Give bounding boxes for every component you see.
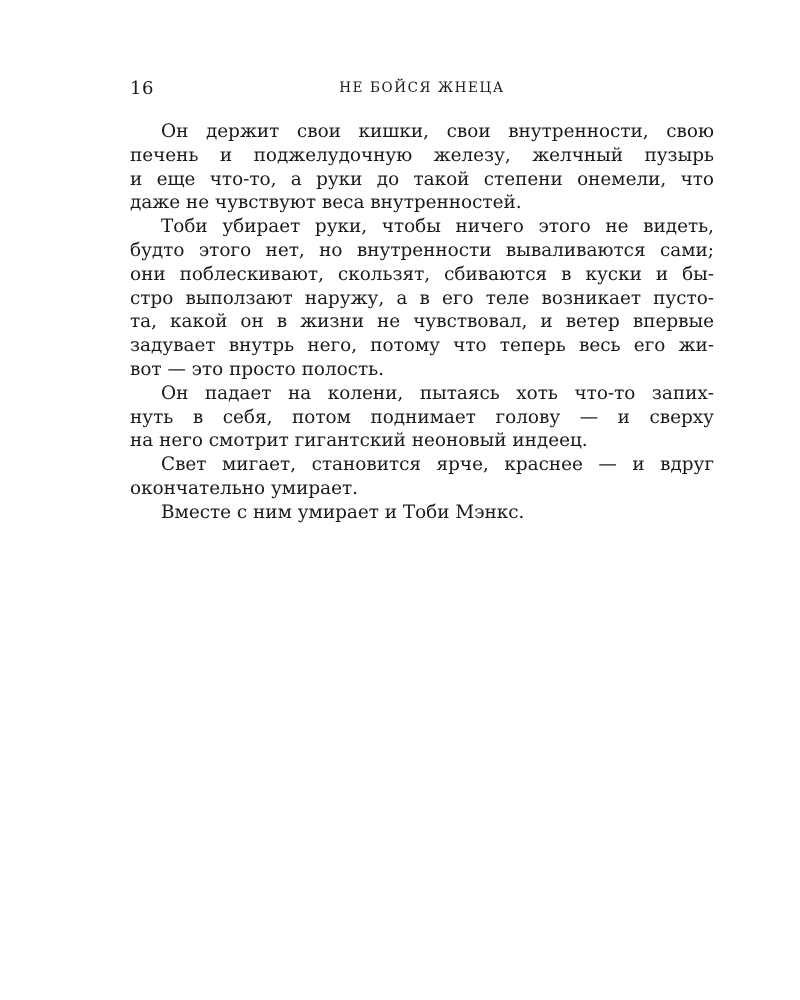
text-line: будто этого нет, но внутренности вываливаются сами; [130,239,714,261]
paragraph-5 [130,501,714,525]
text-line: на него смотрит гигантский неоновый индеец. [130,430,588,452]
book-title: НЕ БОЙСЯ ЖНЕЦА [339,80,505,96]
paragraph-2 [130,215,714,382]
text-line: вот — это просто полость. [130,358,384,380]
text-line: Он падает на колени, пытаясь хоть что-то запих- [161,382,714,404]
text-line: даже не чувствуют веса внутренностей. [130,192,522,214]
paragraph-1 [130,120,714,215]
page-number: 16 [130,78,154,99]
text-line: Свет мигает, становится ярче, краснее — и вдруг [161,454,714,476]
text-line: задувает внутрь него, потому что теперь весь его жи- [130,335,714,357]
body-text [130,120,714,525]
text-line: и еще что-то, а руки до такой степени онемели, что [130,168,714,190]
paragraph-4 [130,453,714,501]
text-line: окончательно умирает. [130,477,358,499]
text-line: печень и поджелудочную железу, желчный пузырь [130,144,714,166]
text-line: Тоби убирает руки, чтобы ничего этого не видеть, [161,216,714,238]
paragraph-3 [130,382,714,453]
text-line: они поблескивают, скользят, сбиваются в куски и бы- [130,263,714,285]
text-line: стро выползают наружу, а в его теле возникает пусто- [130,287,714,309]
text-line: та, какой он в жизни не чувствовал, и ветер впервые [130,311,714,333]
running-head [130,78,714,98]
text-line: Он держит свои кишки, свои внутренности, свою [161,121,714,142]
text-line: Вместе с ним умирает и Тоби Мэнкс. [161,501,525,523]
text-line: нуть в себя, потом поднимает голову — и сверху [130,406,714,428]
